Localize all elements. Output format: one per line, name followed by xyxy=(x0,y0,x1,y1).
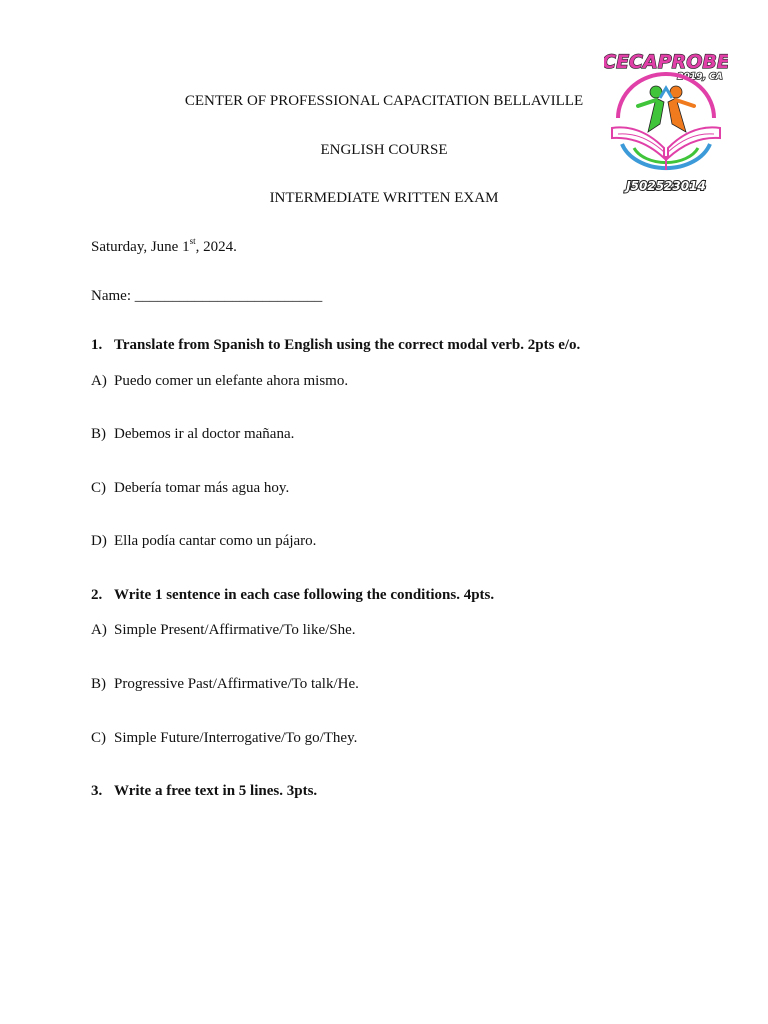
question-2-item-a xyxy=(91,621,356,639)
course-title: ENGLISH COURSE xyxy=(320,142,448,158)
exam-title: INTERMEDIATE WRITTEN EXAM xyxy=(269,190,499,206)
item-letter: C) xyxy=(91,480,106,496)
question-3-heading xyxy=(91,782,317,800)
item-text: Simple Future/Interrogative/To go/They. xyxy=(114,730,358,746)
date-rest: , 2024. xyxy=(195,239,237,255)
item-letter: A) xyxy=(91,373,107,389)
item-letter: A) xyxy=(91,622,107,638)
question-1-item-b xyxy=(91,425,294,443)
date-suffix: st xyxy=(189,236,196,246)
question-2-item-c xyxy=(91,729,357,747)
item-letter: C) xyxy=(91,730,106,746)
item-letter: B) xyxy=(91,426,106,442)
question-number: 3. xyxy=(91,783,103,799)
exam-date xyxy=(91,238,237,256)
item-text: Simple Present/Affirmative/To like/She. xyxy=(114,622,356,638)
item-text: Debería tomar más agua hoy. xyxy=(114,480,290,496)
question-2-item-b xyxy=(91,675,359,693)
item-text: Ella podía cantar como un pájaro. xyxy=(114,533,317,549)
date-prefix: Saturday, June 1 xyxy=(91,239,190,255)
question-number: 1. xyxy=(91,337,103,353)
question-2-heading xyxy=(91,586,494,604)
question-1-item-a xyxy=(91,372,348,390)
item-text: Progressive Past/Affirmative/To talk/He. xyxy=(114,676,359,692)
item-letter: D) xyxy=(91,533,107,549)
logo-title: CECAPROBE xyxy=(604,51,728,73)
question-1-item-c xyxy=(91,479,289,497)
question-text: Write a free text in 5 lines. 3pts. xyxy=(114,783,318,799)
logo-emblem-icon xyxy=(604,48,728,196)
logo-code: J502523014 xyxy=(626,179,706,193)
item-text: Puedo comer un elefante ahora mismo. xyxy=(114,373,349,389)
logo-subtitle: 2019, CA xyxy=(677,72,723,82)
school-logo xyxy=(604,48,728,196)
question-1-heading xyxy=(91,336,580,354)
item-text: Debemos ir al doctor mañana. xyxy=(114,426,295,442)
item-letter: B) xyxy=(91,676,106,692)
question-1-item-d xyxy=(91,532,316,550)
question-text: Translate from Spanish to English using the correct modal verb. 2pts e/o. xyxy=(114,337,581,353)
question-number: 2. xyxy=(91,587,103,603)
institution-title: CENTER OF PROFESSIONAL CAPACITATION BELLAVILLE xyxy=(184,93,584,109)
name-field[interactable]: Name: _________________________ xyxy=(91,288,323,304)
question-text: Write 1 sentence in each case following the conditions. 4pts. xyxy=(114,587,495,603)
